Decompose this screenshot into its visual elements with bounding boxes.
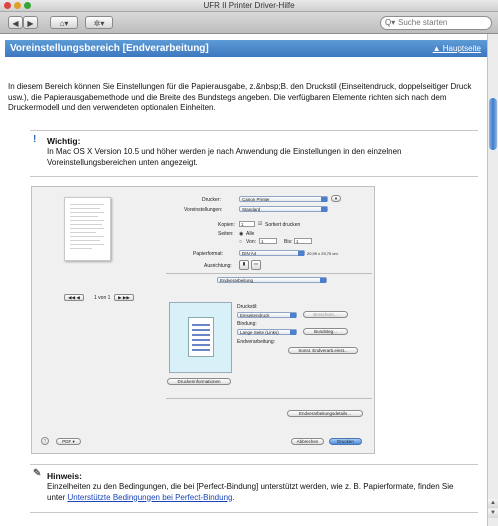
- search-placeholder: Suche starten: [398, 18, 448, 27]
- copies-label: Kopien:: [218, 222, 235, 228]
- home-icon: ⌂▾: [59, 19, 69, 28]
- important-icon: !: [33, 134, 37, 145]
- paperclip-icon: ✎: [33, 468, 42, 479]
- panel-popup[interactable]: [217, 277, 327, 283]
- scroll-down-arrow-icon[interactable]: ▼: [488, 509, 498, 518]
- hint-text-after: .: [232, 492, 235, 502]
- pages-all-radio[interactable]: ◉: [239, 231, 244, 237]
- collate-label: Sortiert drucken: [265, 222, 301, 228]
- other-finishing-button[interactable]: Sonst. Endverarb.einst...: [288, 347, 358, 354]
- forward-arrow-icon: ▶: [27, 19, 34, 28]
- page-preview-thumbnail: [64, 197, 111, 261]
- finishing-preview: [169, 302, 232, 373]
- pages-from-label: Von:: [246, 239, 257, 245]
- presets-label: Voreinstellungen:: [184, 207, 223, 213]
- hint-text: [47, 482, 467, 503]
- finishing-details-button[interactable]: Endverarbeitungsdetails...: [287, 410, 363, 417]
- divider: [30, 130, 478, 131]
- page-title: Voreinstellungsbereich [Endverarbeitung]: [10, 43, 209, 54]
- important-title: Wichtig:: [47, 136, 81, 146]
- search-icon: Q▾: [385, 18, 396, 27]
- print-style-popup[interactable]: [237, 312, 297, 318]
- help-content: [0, 34, 487, 526]
- divider: [30, 512, 478, 513]
- paper-size-value: DIN A4: [242, 251, 257, 256]
- binding-label: Bindung:: [237, 321, 257, 327]
- pages-all-label: Alle: [246, 231, 255, 237]
- collate-checkbox[interactable]: ☑: [258, 221, 263, 227]
- pages-to-label: Bis:: [284, 239, 293, 245]
- search-field[interactable]: [380, 16, 492, 30]
- printer-popup[interactable]: [239, 196, 328, 202]
- disclosure-button[interactable]: ▾: [331, 195, 341, 202]
- pages-label: Seiten:: [218, 231, 234, 237]
- toolbar: [0, 12, 498, 34]
- main-page-link[interactable]: ▲ Hauptseite: [432, 44, 481, 53]
- print-dialog-screenshot: [31, 186, 375, 454]
- back-arrow-icon: ◀: [12, 19, 19, 28]
- presets-popup[interactable]: [239, 206, 328, 212]
- paper-size-popup[interactable]: [239, 250, 305, 256]
- scroll-up-arrow-icon[interactable]: ▲: [488, 499, 498, 508]
- pages-to-field[interactable]: 1: [294, 238, 312, 244]
- window-title-bar: [0, 0, 498, 12]
- print-style-value: Einseitendruck: [240, 313, 270, 318]
- page-header: [5, 40, 487, 57]
- preview-page-icon: [188, 317, 214, 357]
- hint-text-before: Einzelheiten zu den Bedingungen, die bei [Perfect-Bindung] unterstützt werden, wie z. B. Papierformate, finden Sie unter: [47, 482, 454, 502]
- copies-field[interactable]: 1: [239, 221, 255, 227]
- cancel-button[interactable]: Abbrechen: [291, 438, 324, 445]
- pages-range-radio[interactable]: ○: [239, 239, 243, 245]
- forward-button[interactable]: [23, 16, 38, 29]
- paper-size-label: Papierformat:: [193, 251, 224, 257]
- help-button[interactable]: ?: [41, 437, 49, 445]
- pdf-menu-button[interactable]: PDF ▾: [56, 438, 81, 445]
- binding-value: Lange Seite (Links): [240, 330, 279, 335]
- important-text: In Mac OS X Version 10.5 und höher werden je nach Anwendung die Einstellungen in den einzelnen Voreinstellungsbereichen unten angezeigt.: [47, 147, 402, 167]
- gear-icon: ✲▾: [93, 19, 105, 28]
- home-menu-button[interactable]: [50, 16, 78, 29]
- action-menu-button[interactable]: [85, 16, 113, 29]
- preview-prev-buttons[interactable]: ◀◀ ◀: [64, 294, 84, 301]
- panel-value: Endverarbeitung: [220, 278, 254, 283]
- hint-title: Hinweis:: [47, 471, 82, 481]
- binding-popup[interactable]: [237, 329, 297, 335]
- presets-value: Standard: [242, 207, 261, 212]
- back-button[interactable]: [8, 16, 23, 29]
- preview-page-indicator: 1 von 1: [94, 295, 111, 301]
- orientation-label: Ausrichtung:: [204, 263, 232, 269]
- printer-value: Canon Printer: [242, 197, 270, 202]
- pages-from-field[interactable]: 1: [259, 238, 277, 244]
- window-title: UFR II Printer Driver-Hilfe: [203, 1, 295, 10]
- printer-label: Drucker:: [202, 197, 221, 203]
- divider: [30, 464, 478, 465]
- preview-next-buttons[interactable]: ▶ ▶▶: [114, 294, 134, 301]
- vertical-scrollbar[interactable]: [487, 34, 498, 526]
- intro-paragraph: In diesem Bereich können Sie Einstellungen für die Papierausgabe, z.&nbsp;B. den Druckstil (Einseitendruck, doppelseitiger Druck usw.), die Papierausgabemethode und die Breite des Bundstegs angeben. Die verfügbaren Elemente richten sich nach dem Druckermodell und den verwendeten optionalen Einheiten.: [8, 82, 472, 112]
- dialog-divider: [166, 273, 372, 274]
- portrait-button[interactable]: ▮: [239, 260, 249, 270]
- printer-info-button[interactable]: Druckerinformationen: [167, 378, 231, 385]
- gutter-button[interactable]: Bundsteg...: [303, 328, 348, 335]
- scroll-thumb[interactable]: [489, 98, 497, 150]
- print-button[interactable]: Drucken: [329, 438, 362, 445]
- dialog-divider: [166, 398, 372, 399]
- perfect-binding-link[interactable]: Unterstützte Bedingungen bei Perfect-Bindung: [67, 492, 233, 502]
- finishing-label: Endverarbeitung:: [237, 339, 276, 345]
- print-style-label: Druckstil:: [237, 304, 258, 310]
- paper-dimensions: 20,99 x 29,70 cm: [307, 251, 338, 256]
- divider: [30, 176, 478, 177]
- brochure-button[interactable]: Broschüre...: [303, 311, 348, 318]
- landscape-button[interactable]: ▭: [251, 260, 261, 270]
